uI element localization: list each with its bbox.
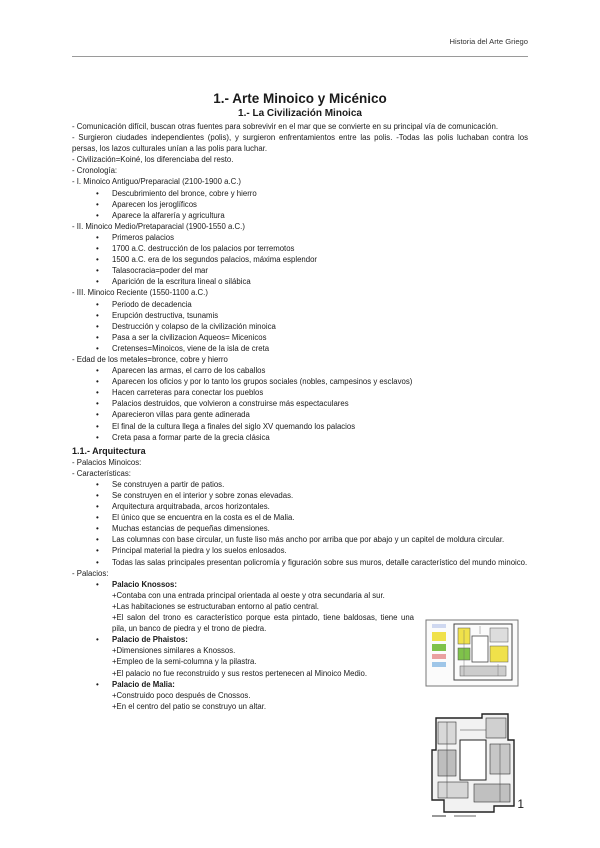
plan-legend-red (432, 654, 446, 659)
plan-legend-blue (432, 662, 446, 667)
palace-name: • Palacio de Phaistos: (112, 635, 188, 645)
plan-room (460, 666, 506, 676)
list-item: • Se construyen en el interior y sobre zonas elevadas. (92, 490, 528, 501)
intro-paragraph: - Cronología: (72, 166, 118, 176)
palace-detail: +El salon del trono es característico porque esta pintado, tiene baldosas, tiene una pila, un banco de piedra y el trono de piedra. (112, 613, 414, 634)
palacios-label: - Palacios: (72, 568, 109, 578)
plan-room (474, 784, 510, 802)
palace-detail: +Empleo de la semi-columna y la pilastra. (112, 657, 257, 667)
plan-room (438, 782, 468, 798)
page-header (72, 30, 528, 57)
list-item: • 1500 a.C. era de los segundos palacios, máxima esplendor (92, 254, 528, 265)
list-item: • Todas las salas principales presentan policromía y figuración sobre sus muros, detalle característico del mundo minoico. (92, 557, 528, 568)
list-item: • Aparecen las armas, el carro de los caballos (92, 365, 528, 376)
list-item: • Aparecen los oficios y por lo tanto los grupos sociales (nobles, campesinos y esclavos) (92, 376, 528, 387)
list-item: • Periodo de decadencia (92, 299, 528, 310)
list-item: • Muchas estancias de pequeñas dimensiones. (92, 523, 528, 534)
list-item: • Principal material la piedra y los suelos enlosados. (92, 545, 528, 556)
period-label: - III. Minoico Reciente (1550-1100 a.C.) (72, 288, 208, 298)
list-item: • Primeros palacios (92, 232, 528, 243)
palace-detail: +En el centro del patio se construyo un altar. (112, 701, 267, 711)
palace-detail: +Las habitaciones se estructuraban entorno al patio central. (112, 601, 319, 611)
palace-detail: +Construido poco después de Cnossos. (112, 690, 251, 700)
palace-name: • Palacio de Malia: (112, 679, 175, 689)
list-item: • Arquitectura arquitrabada, arcos horizontales. (92, 501, 528, 512)
list-item: • Aparece la alfarería y agricultura (92, 210, 528, 221)
list-item: • Las columnas con base circular, un fuste liso más ancho por arriba que por abajo y un capitel de moldura circular. (92, 534, 528, 545)
period-label: - II. Minoico Medio/Pretaparacial (1900-1550 a.C.) (72, 221, 245, 231)
arch-line: - Características: (72, 468, 131, 478)
list-item: • Pasa a ser la civilizacion Aqueos= Micenicos (92, 332, 528, 343)
intro-paragraph: - Civilización=Koiné, los diferenciaba del resto. (72, 155, 234, 165)
plan-legend-green (432, 644, 446, 651)
list-item: • Cretenses=Minoicos, viene de la isla de creta (92, 343, 528, 354)
palace-detail: +El palacio no fue reconstruido y sus restos pertenecen al Minoico Medio. (112, 668, 368, 678)
period-label: - Edad de los metales=bronce, cobre y hierro (72, 354, 228, 364)
palace-name: • Palacio Knossos: (112, 579, 177, 589)
arch-line: - Palacios Minoicos: (72, 457, 142, 467)
page-title: 1.- Arte Minoico y Micénico (213, 91, 387, 106)
central-court (472, 636, 488, 662)
palace-list (72, 579, 414, 712)
list-item: • Creta pasa a formar parte de la grecia clásica (92, 432, 528, 443)
bullet-list (72, 232, 528, 287)
page-number: 1 (517, 797, 524, 811)
list-item: • Aparición de la escritura lineal o silábica (92, 276, 528, 287)
knossos-plan-image (424, 618, 520, 688)
section-heading: 1.1.- Arquitectura (72, 445, 146, 456)
list-item: • El final de la cultura llega a finales del siglo XV quemando los palacios (92, 421, 528, 432)
malia-plan-image (424, 710, 520, 820)
list-item: • Hacen carreteras para conectar los pueblos (92, 387, 528, 398)
list-item (92, 579, 414, 634)
intro-paragraph: - Comunicación difícil, buscan otras fuentes para sobrevivir en el mar que se convierte en su principal vía de comunicación. (72, 122, 499, 131)
section-subtitle: 1.- La Civilización Minoica (238, 108, 362, 119)
list-item: • 1700 a.C. destrucción de los palacios por terremotos (92, 243, 528, 254)
list-item (92, 634, 414, 678)
period-label: - I. Minoico Antiguo/Preparacial (2100-1900 a.C.) (72, 177, 242, 187)
list-item: • El único que se encuentra en la costa es el de Malia. (92, 512, 528, 523)
list-item (92, 679, 414, 712)
list-item: • Destrucción y colapso de la civilización minoica (92, 321, 528, 332)
bullet-list (72, 365, 528, 443)
plan-room (490, 646, 508, 662)
list-item: • Aparecieron villas para gente adinerada (92, 409, 528, 420)
plan-room (490, 628, 508, 642)
list-item: • Talasocracia=poder del mar (92, 265, 528, 276)
intro-paragraph: - Surgieron ciudades independientes (polis), y surgieron enfrentamientos entre las polis. -Todas las polis luchaban contra los persas, los lazos culturales unían a las polis para luchar. (72, 133, 528, 154)
plan-room (486, 718, 506, 738)
list-item: • Palacios destruidos, que volvieron a construirse más espectaculares (92, 398, 528, 409)
bullet-list (72, 299, 528, 354)
plan-legend-yellow (432, 632, 446, 641)
central-court (460, 740, 486, 780)
bullet-list (72, 188, 528, 221)
list-item: • Descubrimiento del bronce, cobre y hierro (92, 188, 528, 199)
bullet-list (72, 479, 528, 568)
list-item: • Erupción destructiva, tsunamis (92, 310, 528, 321)
list-item: • Aparecen los jeroglíficos (92, 199, 528, 210)
palace-detail: +Contaba con una entrada principal orientada al oeste y otra secundaria al sur. (112, 590, 385, 600)
list-item: • Se construyen a partir de patios. (92, 479, 528, 490)
header-title: Historia del Arte Griego (449, 37, 528, 46)
plan-block (432, 624, 446, 628)
palace-detail: +Dimensiones similares a Knossos. (112, 646, 236, 656)
